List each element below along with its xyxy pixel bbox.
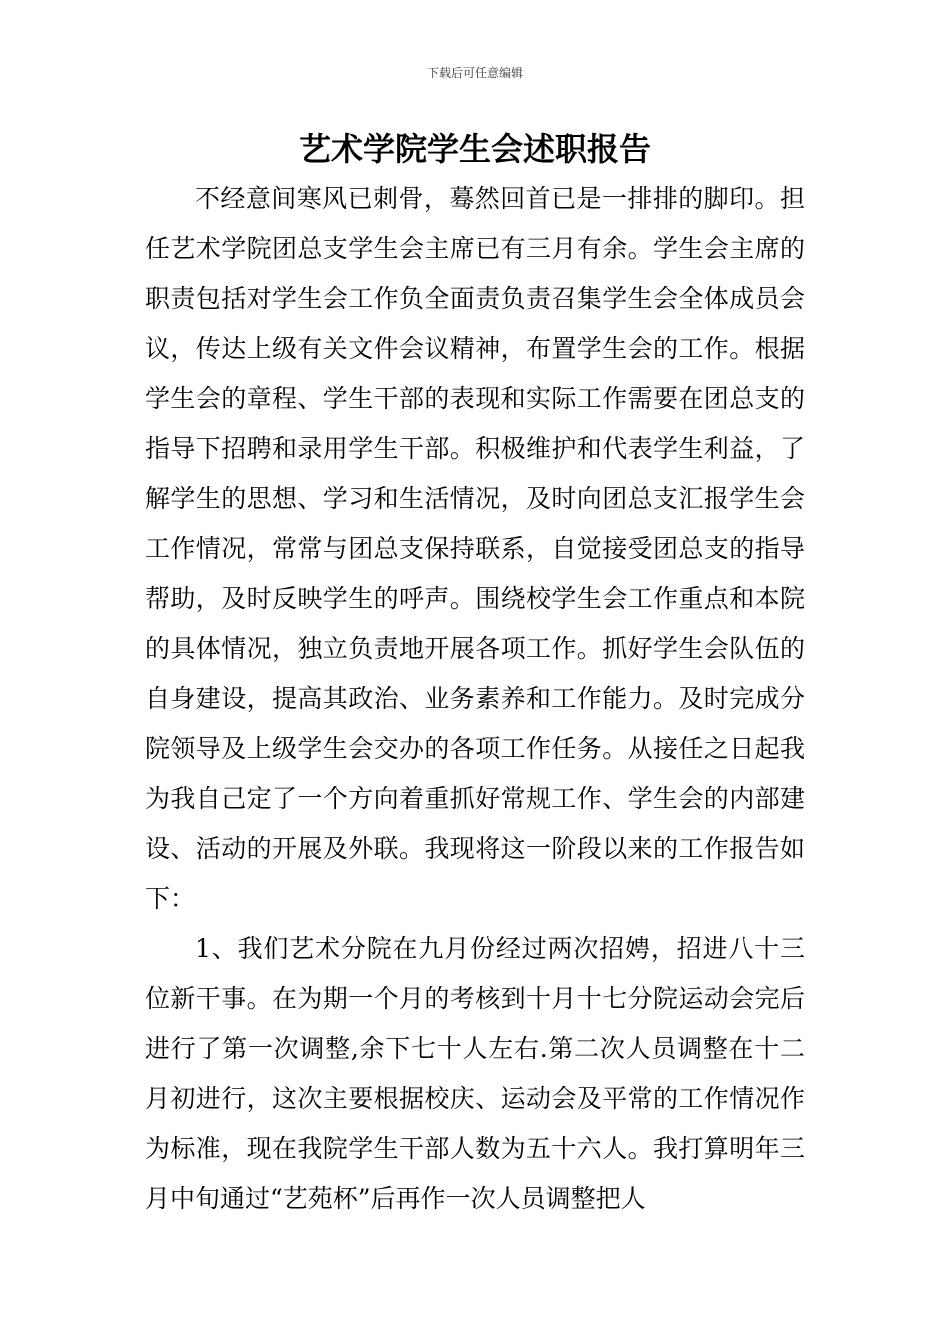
document-body bbox=[145, 174, 805, 1224]
page-header-note: 下载后可任意编辑 bbox=[426, 66, 523, 80]
document-title: 艺术学院学生会述职报告 bbox=[298, 130, 651, 168]
paragraph-intro: 不经意间寒风已刺骨，蓦然回首已是一排排的脚印。担任艺术学院团总支学生会主席已有三月有余。学生会主席的职责包括对学生会工作负全面责负责召集学生会全体成员会议，传达上级有关文件会议精神，布置学生会的工作。根据学生会的章程、学生干部的表现和实际工作需要在团总支的指导下招聘和录用学生干部。积极维护和代表学生利益，了解学生的思想、学习和生活情况，及时向团总支汇报学生会工作情况，常常与团总支保持联系，自觉接受团总支的指导帮助，及时反映学生的呼声。围绕校学生会工作重点和本院的具体情况，独立负责地开展各项工作。抓好学生会队伍的自身建设，提高其政治、业务素养和工作能力。及时完成分院领导及上级学生会交办的各项工作任务。从接任之日起我为我自己定了一个方向着重抓好常规工作、学生会的内部建设、活动的开展及外联。我现将这一阶段以来的工作报告如下： bbox=[145, 184, 805, 913]
paragraph-item-1: 1、我们艺术分院在九月份经过两次招娉，招进八十三位新干事。在为期一个月的考核到十月十七分院运动会完后进行了第一次调整,余下七十人左右.第二次人员调整在十二月初进行，这次主要根据校庆、运动会及平常的工作情况作为标准，现在我院学生干部人数为五十六人。我打算明年三月中旬通过“艺苑杯”后再作一次人员调整把人 bbox=[145, 934, 805, 1213]
